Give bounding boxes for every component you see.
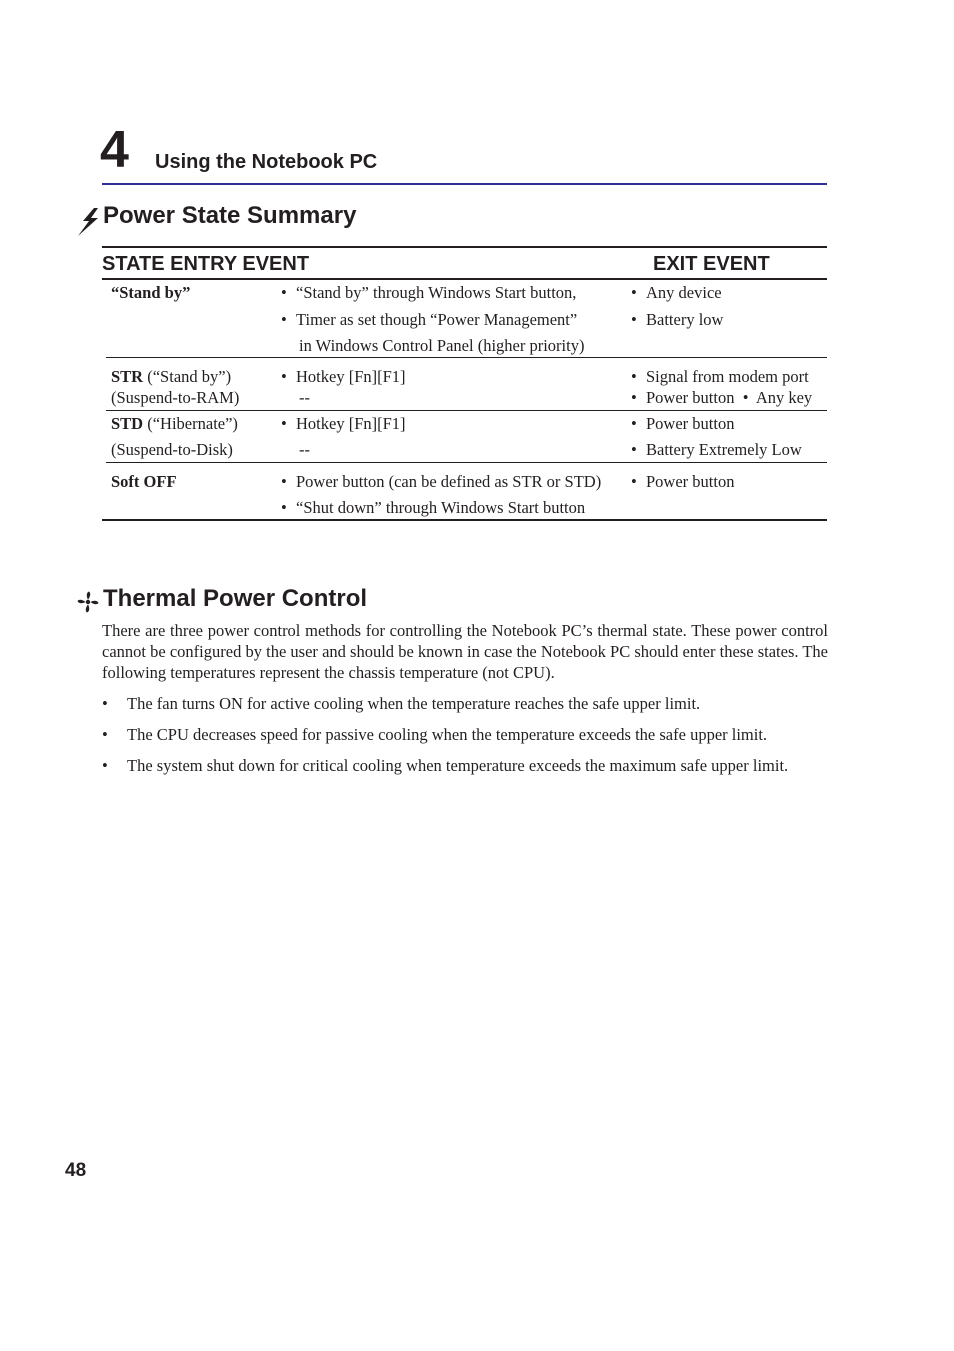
entry-event [281, 309, 577, 331]
entry-event-continuation: in Windows Control Panel (higher priority) [299, 336, 585, 355]
exit-event-text: Battery low [646, 310, 724, 329]
state-name [111, 413, 238, 435]
entry-event-dash: -- [299, 388, 310, 407]
entry-event-text: “Shut down” through Windows Start button [296, 498, 586, 517]
bullet-glyph: • [102, 694, 108, 713]
exit-event [631, 366, 809, 388]
table-top-rule [102, 246, 827, 248]
exit-event [631, 387, 812, 409]
bullet-glyph: • [631, 472, 637, 491]
state-name-rest: (“Stand by”) [143, 367, 232, 386]
entry-event [281, 497, 585, 519]
state-name-bold: Soft OFF [111, 472, 177, 491]
state-name [111, 282, 190, 304]
exit-event [631, 439, 802, 461]
exit-event-text: Power button [646, 472, 735, 491]
entry-event [281, 282, 576, 304]
chapter-title: Using the Notebook PC [155, 151, 378, 173]
exit-event-header: EXIT EVENT [653, 253, 770, 275]
bullet-glyph: • [281, 414, 287, 433]
state-name-bold: STD [111, 414, 144, 433]
fan-icon [76, 590, 100, 614]
bullet-glyph: • [281, 367, 287, 386]
exit-event [631, 309, 723, 331]
bullet-glyph: • [281, 498, 287, 517]
exit-event [631, 413, 734, 435]
entry-event-text: Timer as set though “Power Management” [296, 310, 578, 329]
entry-event [281, 366, 406, 388]
state-name-bold: “Stand by” [111, 283, 191, 302]
bullet-glyph: • [631, 440, 637, 459]
exit-event-text: Power button • Any key [646, 388, 813, 407]
thermal-heading: Thermal Power Control [103, 585, 368, 612]
entry-event-text: Power button (can be defined as STR or STD) [296, 472, 602, 491]
row-divider [106, 357, 827, 358]
bullet-glyph: • [281, 472, 287, 491]
entry-event [281, 413, 406, 435]
bullet-glyph: • [281, 310, 287, 329]
power-state-heading: Power State Summary [103, 202, 357, 229]
state-name-line2: (Suspend-to-RAM) [111, 388, 240, 407]
bullet-glyph: • [631, 388, 637, 407]
bullet-glyph: • [281, 283, 287, 302]
state-name [111, 471, 177, 493]
bullet-glyph: • [631, 414, 637, 433]
page-number: 48 [65, 1160, 87, 1181]
bullet-glyph: • [631, 283, 637, 302]
bullet-glyph: • [631, 310, 637, 329]
chapter-number: 4 [100, 121, 129, 179]
exit-event-text: Signal from modem port [646, 367, 809, 386]
row-divider [106, 462, 827, 463]
exit-event-text: Power button [646, 414, 735, 433]
exit-event [631, 282, 722, 304]
entry-event [281, 471, 601, 493]
row-divider [106, 410, 827, 411]
table-header-rule [102, 278, 827, 280]
state-name-line2: (Suspend-to-Disk) [111, 440, 233, 459]
exit-event [631, 471, 734, 493]
entry-event-dash: -- [299, 440, 310, 459]
list-item-text: The fan turns ON for active cooling when the temperature reaches the safe upper limit. [127, 694, 701, 713]
entry-event-text: Hotkey [Fn][F1] [296, 367, 406, 386]
state-name-rest: (“Hibernate”) [143, 414, 238, 433]
chapter-divider [102, 183, 827, 185]
state-name [111, 366, 231, 388]
exit-event-text: Battery Extremely Low [646, 440, 802, 459]
exit-event-text: Any device [646, 283, 722, 302]
thermal-paragraph: There are three power control methods for controlling the Notebook PC’s thermal state. These power control cannot be configured by the user and should be known in case the Notebook PC should enter these states. The following temperatures represent the chassis temperature (not CPU). [102, 621, 828, 682]
entry-event-text: Hotkey [Fn][F1] [296, 414, 406, 433]
lightning-bolt-icon [76, 207, 100, 237]
bullet-glyph: • [631, 367, 637, 386]
state-name-bold: STR [111, 367, 144, 386]
bullet-glyph: • [102, 725, 108, 744]
list-item-text: The CPU decreases speed for passive cooling when the temperature exceeds the safe upper limit. [127, 725, 768, 744]
table-bottom-rule [102, 519, 827, 521]
bullet-glyph: • [102, 756, 108, 775]
entry-event-text: “Stand by” through Windows Start button, [296, 283, 577, 302]
list-item-text: The system shut down for critical cooling when temperature exceeds the maximum safe upper limit. [127, 756, 789, 775]
state-entry-header: STATE ENTRY EVENT [102, 253, 310, 275]
